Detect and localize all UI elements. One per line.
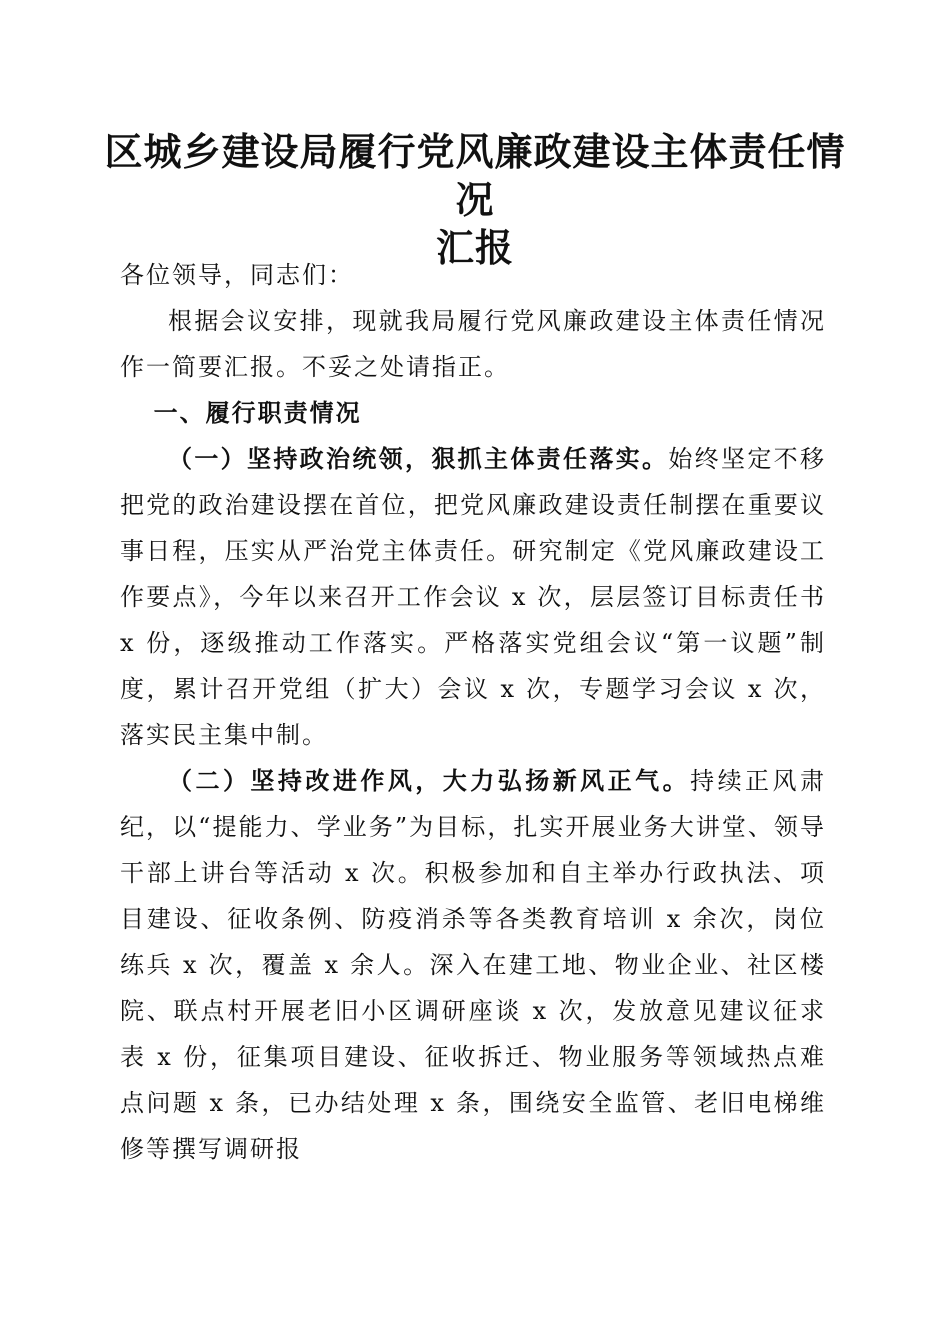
document-body [120, 252, 826, 1172]
section-heading-1: 一、履行职责情况 [153, 399, 362, 427]
document-title [100, 128, 850, 272]
paragraph-2-body: 持续正风肃纪，以“提能力、学业务”为目标，扎实开展业务大讲堂、领导干部上讲台等活动 x 次。积极参加和自主举办行政执法、项目建设、征收条例、防疫消杀等各类教育培训 x 余次，岗位练兵 x 次，覆盖 x 余人。深入在建工地、物业企业、社区楼院、联点村开展老旧小区调研座谈 x 次，发放意见建议征求表 x 份，征集项目建设、征收拆迁、物业服务等领域热点难点问题 x 条，已办结处理 x 条，围绕安全监管、老旧电梯维修等撰写调研报 [120, 767, 827, 1163]
paragraph-2-lead: （二）坚持改进作风，大力弘扬新风正气。 [168, 766, 691, 795]
intro-paragraph: 根据会议安排，现就我局履行党风廉政建设主体责任情况作一简要汇报。不妥之处请指正。 [120, 307, 826, 381]
paragraph-1-body: 始终坚定不移把党的政治建设摆在首位，把党风廉政建设责任制摆在重要议事日程，压实从严治党主体责任。研究制定《党风廉政建设工作要点》，今年以来召开工作会议 x 次，层层签订目标责任书 x 份，逐级推动工作落实。严格落实党组会议“第一议题”制度，累计召开党组（扩大）会议 x 次，专题学习会议 x 次，落实民主集中制。 [120, 445, 827, 749]
paragraph-1-lead: （一）坚持政治统领，狠抓主体责任落实。 [168, 444, 669, 473]
title-line-2: 汇报 [435, 225, 514, 270]
salutation: 各位领导，同志们： [120, 261, 354, 289]
title-line-1: 区城乡建设局履行党风廉政建设主体责任情况 [104, 129, 846, 222]
paragraph-2 [120, 758, 826, 1172]
paragraph-1 [120, 436, 826, 758]
